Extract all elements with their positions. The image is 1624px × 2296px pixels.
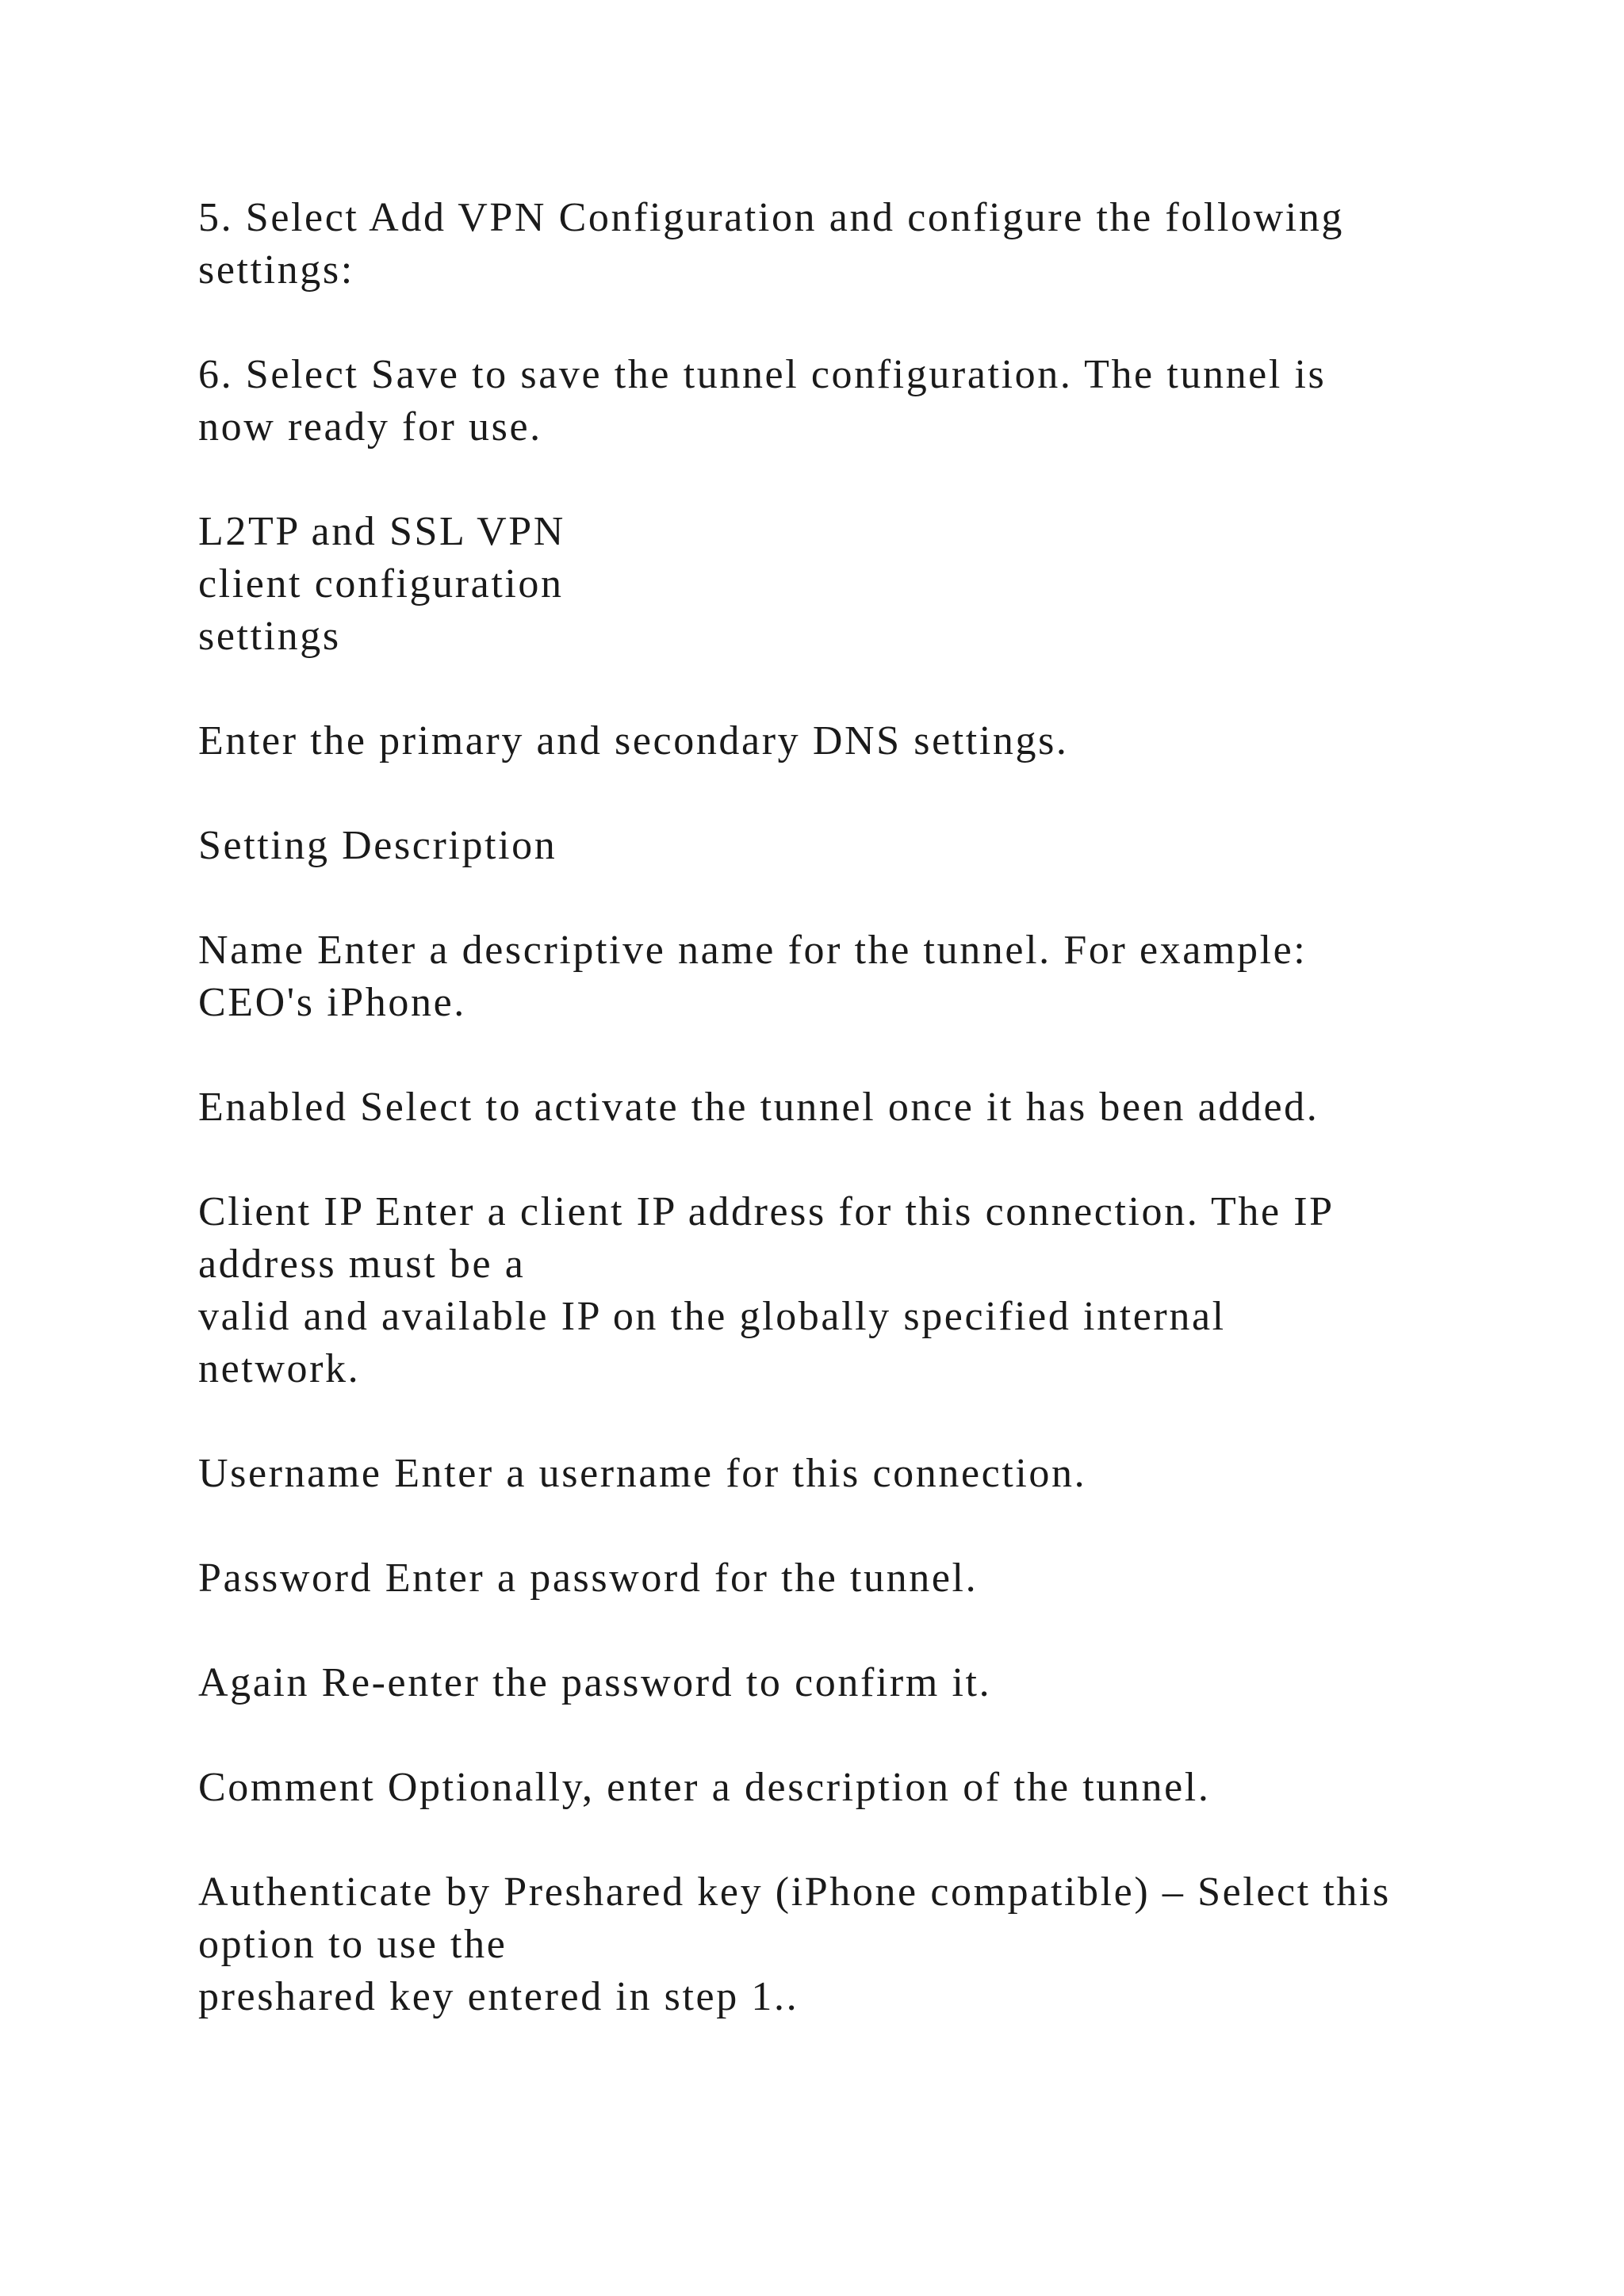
text-line: Enabled Select to activate the tunnel once it has been added. <box>198 1085 1320 1130</box>
text-line: address must be a <box>198 1242 526 1287</box>
setting-row-name <box>198 924 1507 1029</box>
text-line: L2TP and SSL VPN <box>198 509 565 554</box>
text-line: Enter the primary and secondary DNS settings. <box>198 718 1069 763</box>
text-line: preshared key entered in step 1.. <box>198 1974 799 2019</box>
setting-row-enabled <box>198 1081 1507 1134</box>
dns-paragraph <box>198 715 1507 767</box>
text-line: CEO's iPhone. <box>198 980 466 1025</box>
setting-row-authenticate <box>198 1866 1507 2023</box>
text-line: Comment Optionally, enter a description of the tunnel. <box>198 1765 1211 1810</box>
setting-row-again <box>198 1657 1507 1709</box>
text-line: now ready for use. <box>198 404 542 450</box>
section-heading <box>198 506 1507 663</box>
text-line: settings <box>198 614 341 659</box>
text-line: 5. Select Add VPN Configuration and configure the following <box>198 195 1345 240</box>
setting-row-username <box>198 1448 1507 1500</box>
text-line: settings: <box>198 247 354 293</box>
text-line: Again Re-enter the password to confirm it. <box>198 1660 992 1705</box>
setting-row-password <box>198 1552 1507 1605</box>
text-line: Username Enter a username for this connection. <box>198 1451 1087 1496</box>
text-line: option to use the <box>198 1922 508 1967</box>
step-6-paragraph <box>198 349 1507 453</box>
setting-row-comment <box>198 1762 1507 1814</box>
text-line: Client IP Enter a client IP address for this connection. The IP <box>198 1189 1335 1234</box>
text-line: Setting Description <box>198 823 557 868</box>
table-header-row <box>198 820 1507 872</box>
text-line: Password Enter a password for the tunnel. <box>198 1556 979 1601</box>
text-line: Authenticate by Preshared key (iPhone compatible) – Select this <box>198 1869 1391 1915</box>
step-5-paragraph <box>198 192 1507 297</box>
text-line: client configuration <box>198 561 564 607</box>
text-line: valid and available IP on the globally specified internal <box>198 1294 1226 1339</box>
text-line: network. <box>198 1346 361 1391</box>
text-line: 6. Select Save to save the tunnel configuration. The tunnel is <box>198 352 1327 397</box>
setting-row-client-ip <box>198 1186 1507 1395</box>
document-page <box>198 192 1507 2076</box>
text-line: Name Enter a descriptive name for the tunnel. For example: <box>198 928 1308 973</box>
